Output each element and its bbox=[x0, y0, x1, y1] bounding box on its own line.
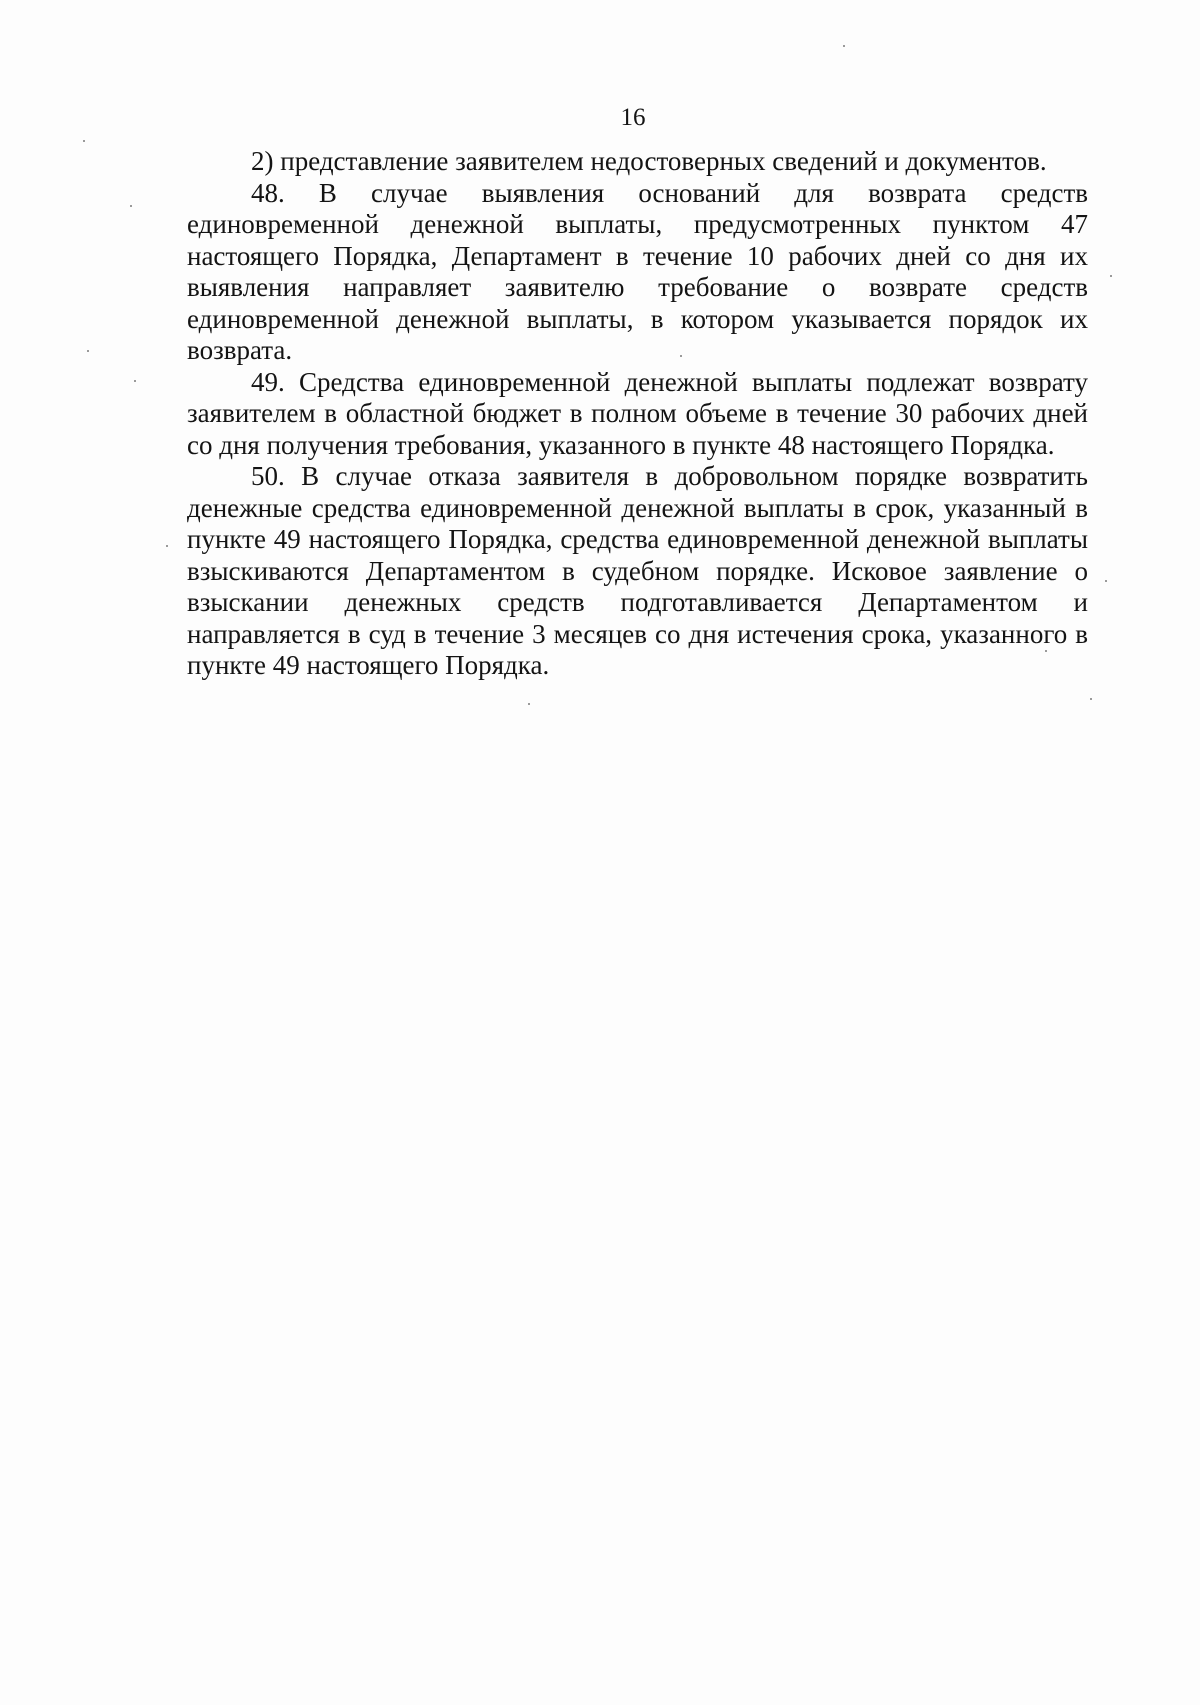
scan-speck bbox=[1045, 650, 1047, 652]
scan-speck bbox=[87, 350, 89, 352]
scan-speck bbox=[680, 355, 682, 357]
paragraph-48: 48. В случае выявления оснований для возврата средств единовременной денежной выплаты, предусмотренных пунктом 47 настоящего Порядка, Департамент в течение 10 рабочих дней со дня их выявления направляет заявителю требование о возврате средств единовременной денежной выплаты, в котором указывается порядок их возврата. bbox=[187, 177, 1088, 365]
document-body bbox=[187, 146, 1088, 682]
scan-speck bbox=[1090, 698, 1092, 700]
scan-speck bbox=[843, 45, 845, 47]
scan-speck bbox=[130, 205, 132, 207]
paragraph-49: 49. Средства единовременной денежной выплаты подлежат возврату заявителем в областной бюджет в полном объеме в течение 30 рабочих дней со дня получения требования, указанного в пункте 48 настоящего Порядка. bbox=[187, 366, 1088, 460]
scan-speck bbox=[528, 703, 530, 705]
paragraph-item-2: 2) представление заявителем недостоверных сведений и документов. bbox=[251, 146, 1047, 176]
paragraph-50: 50. В случае отказа заявителя в добровольном порядке возвратить денежные средства единовременной денежной выплаты в срок, указанный в пункте 49 настоящего Порядка, средства единовременной денежной выплаты взыскиваются Департаментом в судебном порядке. Исковое заявление о взыскании денежных средств подготавливается Департаментом и направляется в суд в течение 3 месяцев со дня истечения срока, указанного в пункте 49 настоящего Порядка. bbox=[187, 461, 1088, 680]
scan-speck bbox=[1105, 580, 1107, 582]
scan-speck bbox=[1110, 275, 1112, 277]
page-number: 16 bbox=[620, 104, 646, 131]
scan-speck bbox=[166, 545, 168, 547]
scan-speck bbox=[134, 380, 136, 382]
scan-speck bbox=[83, 140, 85, 142]
